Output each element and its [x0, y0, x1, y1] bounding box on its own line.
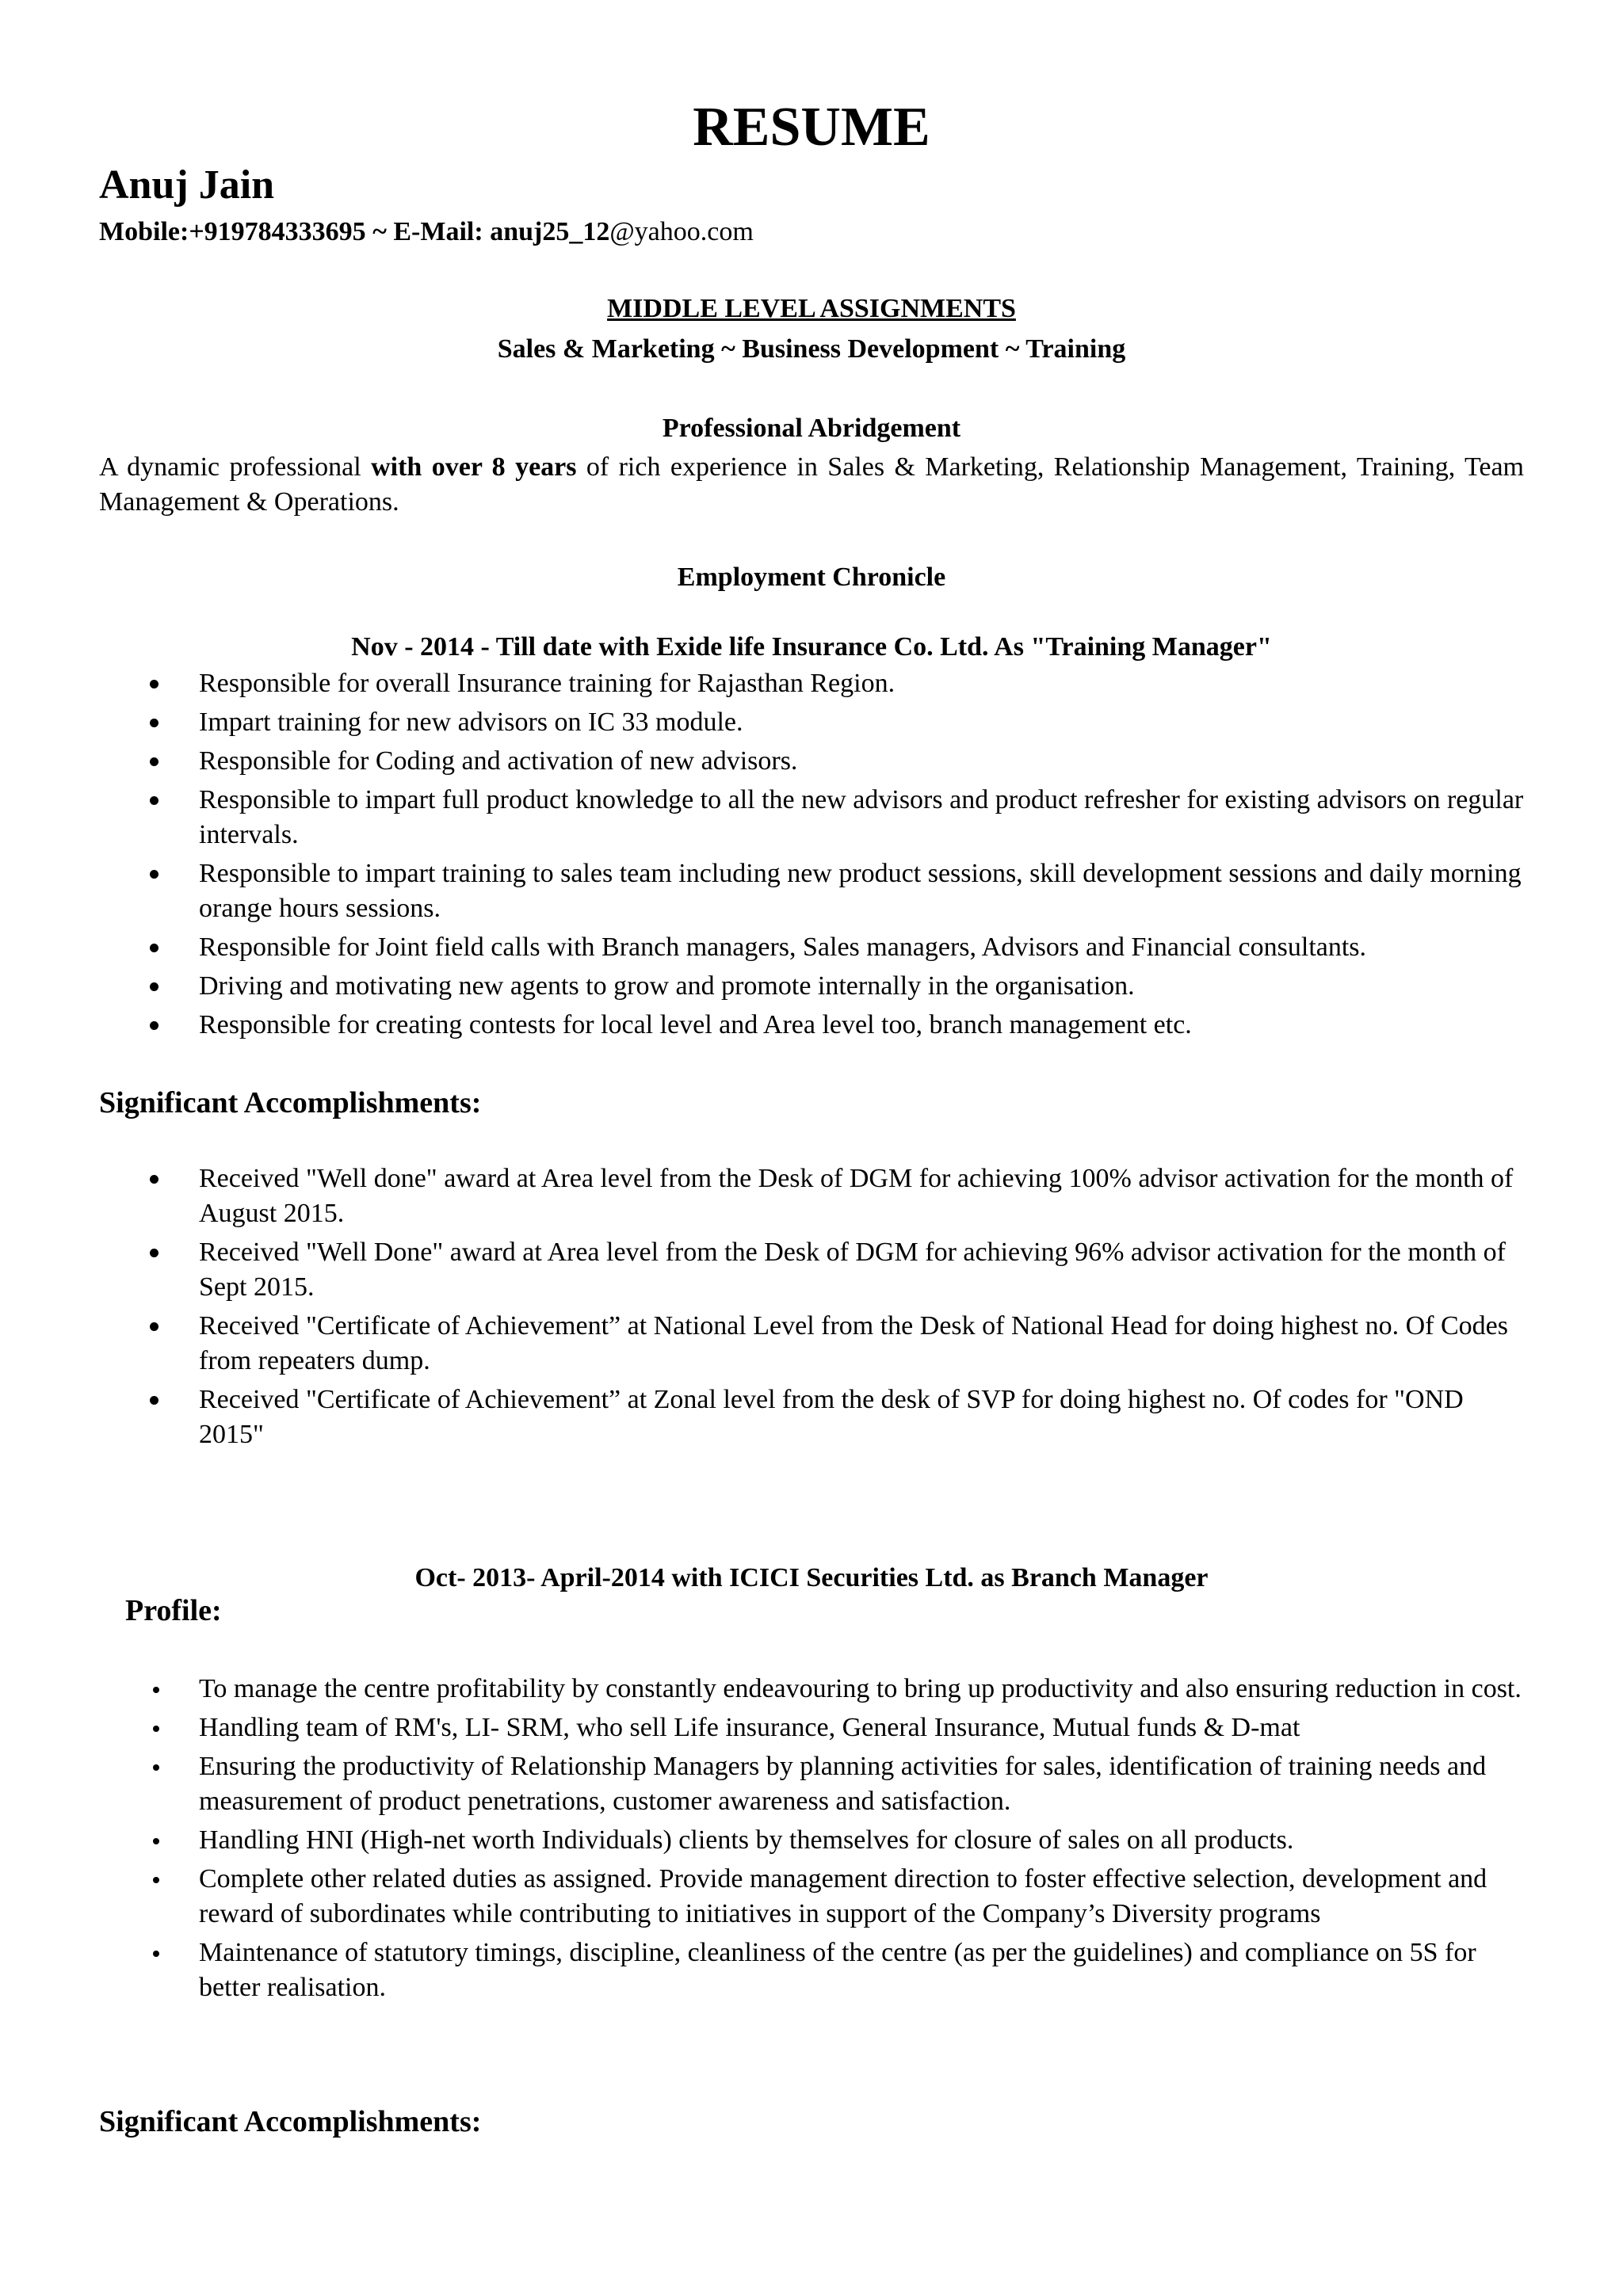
list-item — [99, 1161, 1524, 1231]
bullet-icon — [150, 982, 158, 991]
list-item-text: Responsible for creating contests for local level and Area level too, branch management etc. — [199, 1010, 1192, 1039]
bullet-icon — [153, 1726, 159, 1732]
bullet-icon — [153, 1764, 159, 1771]
abridgement-text-bold: with over 8 years — [371, 452, 577, 482]
list-item-text: Responsible for overall Insurance training for Rajasthan Region. — [199, 669, 896, 698]
employment-heading: Employment Chronicle — [677, 563, 946, 592]
list-item — [99, 1235, 1524, 1305]
list-item — [99, 969, 1524, 1004]
bullet-icon — [150, 1396, 158, 1405]
job1-accomplishments-heading: Significant Accomplishments: — [99, 1086, 482, 1119]
list-item — [99, 1309, 1524, 1379]
bullet-icon — [150, 1249, 158, 1257]
bullet-icon — [150, 719, 158, 727]
bullet-icon — [153, 1838, 159, 1844]
candidate-name: Anuj Jain — [99, 162, 275, 208]
list-item — [99, 856, 1524, 926]
bullet-icon — [150, 680, 158, 688]
abridgement-text-start: A dynamic professional — [99, 452, 372, 482]
bullet-icon — [153, 1951, 159, 1957]
job2-accomplishments-heading: Significant Accomplishments: — [99, 2105, 482, 2138]
bullet-icon — [153, 1687, 159, 1693]
list-item-text: Received "Well done" award at Area level from the Desk of DGM for achieving 100% advisor activation for the month of August 2015. — [199, 1164, 1514, 1228]
bullet-icon — [150, 944, 158, 952]
list-item-text: Impart training for new advisors on IC 33 module. — [199, 707, 743, 737]
list-item-text: Driving and motivating new agents to grow and promote internally in the organisation. — [199, 971, 1135, 1001]
job1-accomplishments-list — [99, 1161, 1524, 1456]
level-heading: MIDDLE LEVEL ASSIGNMENTS — [607, 294, 1016, 323]
list-item — [99, 1711, 1524, 1745]
email-label: E-Mail: — [393, 217, 491, 246]
bullet-icon — [150, 1175, 158, 1184]
list-item-text: Complete other related duties as assigned. Provide management direction to foster effective selection, development and reward of subordinates while contributing to initiatives in support of the Company’s Diversity programs — [199, 1864, 1487, 1928]
abridgement-heading: Professional Abridgement — [662, 414, 961, 443]
list-item-text: To manage the centre profitability by constantly endeavouring to bring up productivity and also ensuring reduction in cost. — [199, 1674, 1522, 1703]
list-item — [99, 705, 1524, 740]
contact-separator: ~ — [365, 217, 394, 246]
job2-heading: Oct- 2013- April-2014 with ICICI Securities Ltd. as Branch Manager — [414, 1563, 1209, 1592]
list-item — [99, 1008, 1524, 1043]
list-item-text: Received "Well Done" award at Area level from the Desk of DGM for achieving 96% advisor activation for the month of Sept 2015. — [199, 1238, 1506, 1302]
job1-duties-list — [99, 666, 1524, 1047]
list-item — [99, 744, 1524, 779]
job1-heading: Nov - 2014 - Till date with Exide life Insurance Co. Ltd. As "Training Manager" — [351, 632, 1272, 662]
email-user: anuj25_12 — [490, 217, 610, 246]
list-item-text: Responsible for Joint field calls with Branch managers, Sales managers, Advisors and Financial consultants. — [199, 933, 1367, 962]
list-item-text: Responsible for Coding and activation of new advisors. — [199, 746, 798, 776]
job2-duties-list — [99, 1672, 1524, 2009]
list-item — [99, 930, 1524, 965]
list-item — [99, 1862, 1524, 1932]
list-item — [99, 1672, 1524, 1707]
list-item-text: Ensuring the productivity of Relationship Managers by planning activities for sales, identification of training needs and measurement of product penetrations, customer awareness and satisfaction. — [199, 1752, 1487, 1816]
contact-line — [99, 219, 754, 246]
functions-line: Sales & Marketing ~ Business Development ~ Training — [497, 334, 1126, 364]
abridgement-text-end: of rich experience in Sales & Marketing, Relationship Management, Training, Team Management & Operations. — [99, 452, 1525, 517]
abridgement-paragraph — [99, 450, 1524, 520]
list-item — [99, 1936, 1524, 2005]
email-domain: @yahoo.com — [609, 217, 754, 246]
mobile-label: Mobile: — [99, 217, 189, 246]
bullet-icon — [150, 1322, 158, 1331]
list-item-text: Responsible to impart training to sales team including new product sessions, skill development sessions and daily morning orange hours sessions. — [199, 859, 1522, 923]
document-title: RESUME — [693, 97, 930, 158]
list-item-text: Maintenance of statutory timings, discipline, cleanliness of the centre (as per the guidelines) and compliance on 5S for better realisation. — [199, 1938, 1476, 2002]
list-item — [99, 1749, 1524, 1819]
bullet-icon — [150, 1021, 158, 1030]
list-item — [99, 1383, 1524, 1452]
list-item-text: Responsible to impart full product knowledge to all the new advisors and product refresher for existing advisors on regular intervals. — [199, 785, 1524, 849]
bullet-icon — [150, 870, 158, 879]
bullet-icon — [150, 757, 158, 766]
list-item — [99, 666, 1524, 701]
job2-profile-label: Profile: — [125, 1594, 222, 1627]
list-item — [99, 1823, 1524, 1858]
list-item-text: Received "Certificate of Achievement” at National Level from the Desk of National Head for doing highest no. Of Codes from repeaters dump. — [199, 1311, 1508, 1375]
bullet-icon — [153, 1877, 159, 1883]
mobile-number: +919784333695 — [189, 217, 366, 246]
list-item-text: Handling team of RM's, LI- SRM, who sell Life insurance, General Insurance, Mutual funds & D-mat — [199, 1713, 1300, 1742]
bullet-icon — [150, 796, 158, 805]
list-item — [99, 783, 1524, 852]
list-item-text: Handling HNI (High-net worth Individuals) clients by themselves for closure of sales on all products. — [199, 1825, 1294, 1855]
list-item-text: Received "Certificate of Achievement” at Zonal level from the desk of SVP for doing highest no. Of codes for "OND 2015" — [199, 1385, 1464, 1449]
